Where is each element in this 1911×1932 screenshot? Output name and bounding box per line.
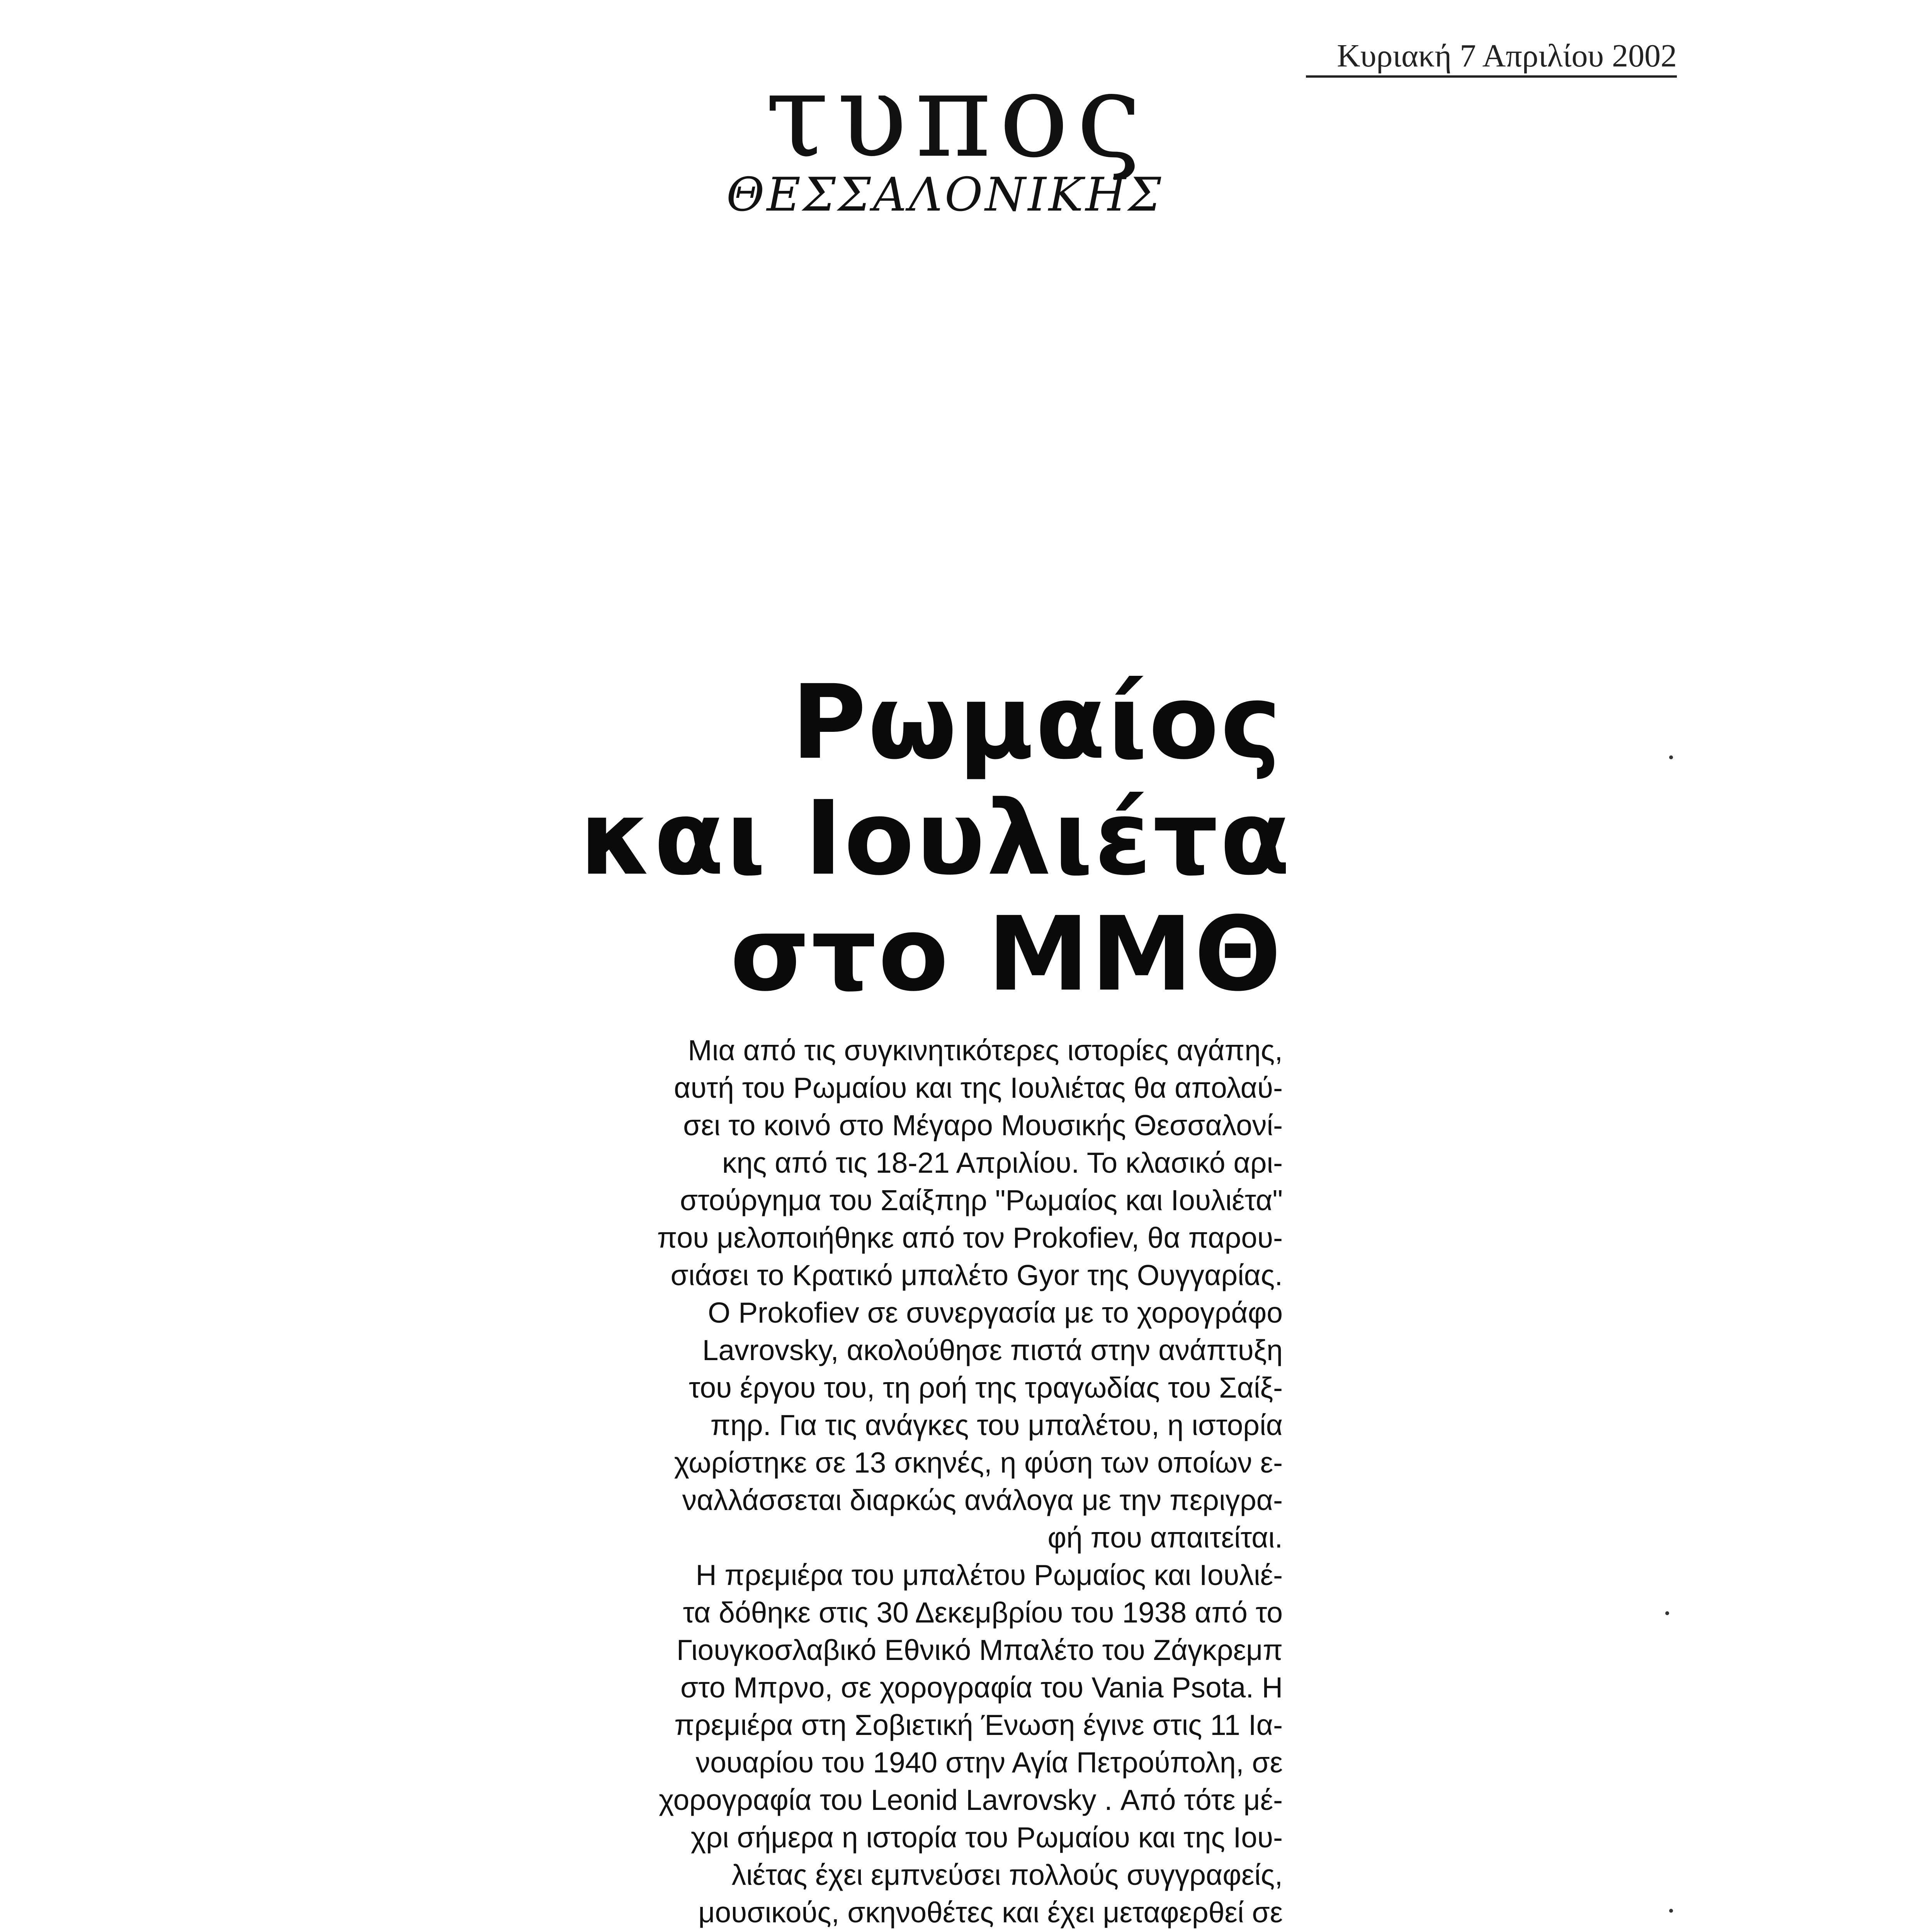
article-line: φή που απαιτείται. — [1047, 1521, 1283, 1554]
scan-speck — [1669, 1909, 1673, 1913]
article-line: κης από τις 18-21 Απριλίου. Το κλασικό αρι- — [722, 1146, 1283, 1179]
article-line: στο Μπρνο, σε χορογραφία του Vania Psota. Η — [680, 1671, 1283, 1704]
article-line: Lavrovsky, ακολούθησε πιστά στην ανάπτυξη — [702, 1334, 1283, 1366]
newspaper-masthead — [726, 48, 1229, 222]
article-line: Μια από τις συγκινητικότερες ιστορίες αγάπης, — [688, 1034, 1283, 1066]
publication-date: Κυριακή 7 Απριλίου 2002 — [1306, 37, 1677, 78]
headline-line-1: Ρωμαίος — [791, 663, 1283, 782]
article-line: νουαρίου του 1940 στην Αγία Πετρούπολη, σε — [695, 1746, 1283, 1779]
article-body — [603, 1032, 1283, 1932]
article-line: Ο Prokofiev σε συνεργασία με το χορογράφο — [707, 1296, 1283, 1329]
article-line: λιέτας έχει εμπνεύσει πολλούς συγγραφείς, — [731, 1859, 1283, 1891]
headline-line-3: στο ΜΜΘ — [730, 895, 1283, 1014]
article-line: του έργου του, τη ροή της τραγωδίας του Σαίξ- — [689, 1371, 1283, 1404]
article-line: πρεμιέρα στη Σοβιετική Ένωση έγινε στις 11 Ια- — [674, 1709, 1283, 1741]
article-line: σει το κοινό στο Μέγαρο Μουσικής Θεσσαλονί- — [683, 1109, 1283, 1141]
article-line: ναλλάσσεται διαρκώς ανάλογα με την περιγρα- — [682, 1484, 1283, 1516]
article-line: χρι σήμερα η ιστορία του Ρωμαίου και της Ιου- — [690, 1821, 1283, 1854]
article-line: Γιουγκοσλαβικό Εθνικό Μπαλέτο του Ζάγκρεμπ — [676, 1634, 1283, 1666]
article-line: μουσικούς, σκηνοθέτες και έχει μεταφερθεί σε — [698, 1896, 1283, 1929]
masthead-logo-text: τυπος — [765, 48, 1149, 183]
article-line: Η πρεμιέρα του μπαλέτου Ρωμαίος και Ιουλιέ- — [695, 1559, 1283, 1591]
article-headline — [580, 663, 1292, 1014]
scan-speck — [1669, 755, 1673, 759]
article-line: χωρίστηκε σε 13 σκηνές, η φύση των οποίων ε- — [674, 1446, 1283, 1479]
headline-line-2: και Ιουλιέτα — [580, 779, 1292, 898]
scan-speck — [1665, 1611, 1669, 1615]
article-line: που μελοποιήθηκε από τον Prokofiev, θα παρου- — [657, 1221, 1283, 1254]
article-line: στούργημα του Σαίξπηρ "Ρωμαίος και Ιουλιέτα" — [680, 1184, 1283, 1216]
article-line: αυτή του Ρωμαίου και της Ιουλιέτας θα απολαύ- — [674, 1071, 1283, 1104]
article-line: τα δόθηκε στις 30 Δεκεμβρίου του 1938 από το — [683, 1596, 1283, 1629]
article-line: σιάσει το Κρατικό μπαλέτο Gyor της Ουγγαρίας. — [670, 1259, 1283, 1291]
article-line: πηρ. Για τις ανάγκες του μπαλέτου, η ιστορία — [710, 1409, 1283, 1441]
masthead-city-text: ΘΕΣΣΑΛΟΝΙΚΗΣ — [726, 168, 1163, 222]
article-line: χορογραφία του Leonid Lavrovsky . Από τότε μέ- — [659, 1784, 1283, 1816]
